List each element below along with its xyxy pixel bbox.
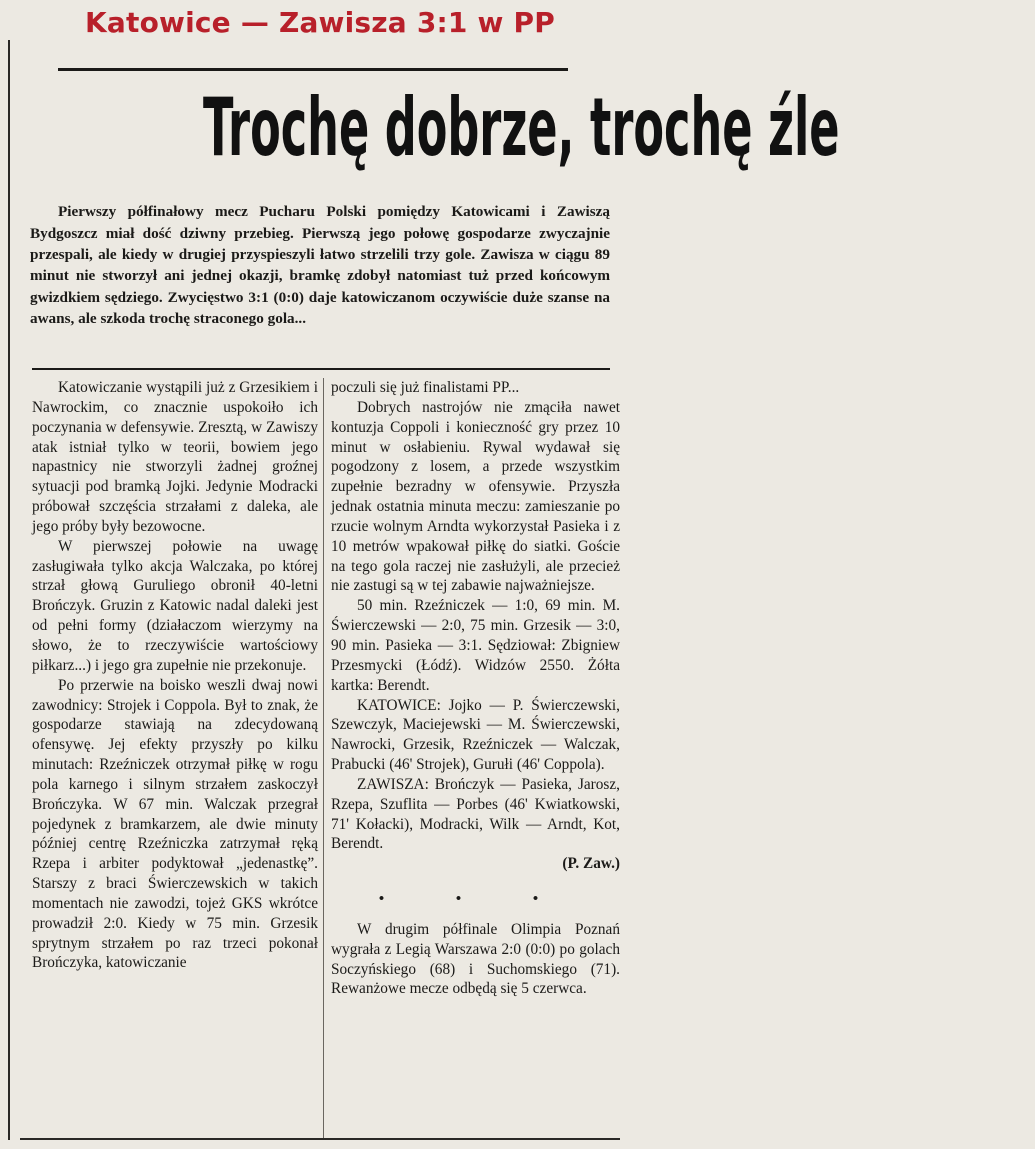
second-semifinal-paragraph: W drugim półfinale Olimpia Poznań wygrała z Legią Warszawa 2:0 (0:0) po golach Soczyńskiego (68) i Suchomskiego (71). Rewanżowe mecze odbędą się 5 czerwca. xyxy=(331,920,620,998)
katowice-lineup: KATOWICE: Jojko — P. Świerczewski, Szewczyk, Maciejewski — M. Świerczewski, Nawrocki, Grzesik, Rzeźniczek — Walczak, Prabucki (46' Strojek), Gurułi (46' Coppola). xyxy=(331,696,620,774)
zawisza-lineup: ZAWISZA: Brończyk — Pasieka, Jarosz, Rzepa, Szuflita — Porbes (46' Kwiatkowski, 71' Kołacki), Modracki, Wilk — Arndt, Kot, Berendt. xyxy=(331,775,620,853)
headline xyxy=(8,80,840,180)
right-paragraph-2: Dobrych nastrojów nie zmąciła nawet kontuzja Coppoli i konieczność gry przez 10 minut w osłabieniu. Rywal wydawał się pogodzony z losem, a przede wszystkim zupełnie bezradny w ofensywie. Przyszła jednak ostatnia minuta meczu: zamieszanie po rzucie wolnym Arndta wykorzystał Pasieka i z 10 metrów wpakował piłkę do siatki. Goście na tego gola raczej nie zasłużyli, ale przecież nie zastugi są w tej zabawie najważniejsze. xyxy=(331,398,620,595)
left-border-rule xyxy=(8,40,10,1140)
lead-divider xyxy=(32,368,610,370)
lead-paragraph: Pierwszy półfinałowy mecz Pucharu Polski pomiędzy Katowicami i Zawiszą Bydgoszcz miał dość dziwny przebieg. Pierwszą jego połowę gospodarze zwyczajnie przespali, ale kiedy w drugiej przyspieszyli łatwo strzelili trzy gole. Zawisza w ciągu 89 minut nie stworzył ani jednej okazji, bramkę zdobył natomiast tuż przed końcowym gwizdkiem sędziego. Zwycięstwo 3:1 (0:0) daje katowiczanom oczywiście duże szanse na awans, ale szkoda trochę straconego gola... xyxy=(30,203,610,328)
match-details: 50 min. Rzeźniczek — 1:0, 69 min. M. Świerczewski — 2:0, 75 min. Grzesik — 3:0, 90 min. Pasieka — 3:1. Sędziował: Zbigniew Przesmycki (Łódź). Widzów 2550. Żółta kartka: Berendt. xyxy=(331,597,620,694)
right-column xyxy=(331,378,620,999)
left-paragraph-2: W pierwszej połowie na uwagę zasługiwała tylko akcja Walczaka, po której strzał głową Guruliego obronił 40-letni Brończyk. Gruzin z Katowic nadal daleki jest od pełni formy (działaczom wierzymy na słowo, że to rzeczywiście wartościowy piłkarz...) i jego gra zupełnie nie przekonuje. xyxy=(32,537,318,674)
author-signature: (P. Zaw.) xyxy=(562,855,620,873)
kicker-divider xyxy=(58,68,568,71)
kicker-title: Katowice — Zawisza 3:1 w PP xyxy=(85,6,555,39)
headline-text: Trochę dobrze, trochę źle xyxy=(203,81,840,174)
left-paragraph-3: Po przerwie na boisko weszli dwaj nowi zawodnicy: Strojek i Coppola. Był to znak, że gospodarze stawiają na zdecydowaną ofensywę. Jej efekty przyszły po kilku minutach: Rzeźniczek otrzymał piłkę w rogu pola karnego i silnym strzałem zaskoczył Brończyka. W 67 min. Walczak przegrał pojedynek z bramkarzem, ale dwie minuty później centrę Rzeźniczka zatrzymał ręką Rzepa i arbiter podyktował „jedenastkę”. Starszy z braci Świerczewskich w takich momentach nie zawodzi, tojeż GKS wkrótce prowadził 2:0. Kiedy w 75 min. Grzesik sprytnym strzałem po raz trzeci pokonał Brończyka, katowiczanie xyxy=(32,676,318,972)
left-column xyxy=(32,378,318,973)
bottom-rule xyxy=(20,1138,620,1140)
right-paragraph-1: poczuli się już finalistami PP... xyxy=(331,379,520,396)
section-separator: • • • xyxy=(378,891,573,908)
column-separator xyxy=(323,378,324,1138)
left-paragraph-1: Katowiczanie wystąpili już z Grzesikiem i Nawrockim, co znacznie uspokoiło ich poczynania w defensywie. Zresztą, w Zawiszy atak istniał tylko w teorii, bowiem jego napastnicy nie stworzyli żadnej groźnej sytuacji pod bramką Jojki. Jedynie Modracki próbował szczęścia strzałami z daleka, ale jego próby były bezowocne. xyxy=(32,379,318,535)
